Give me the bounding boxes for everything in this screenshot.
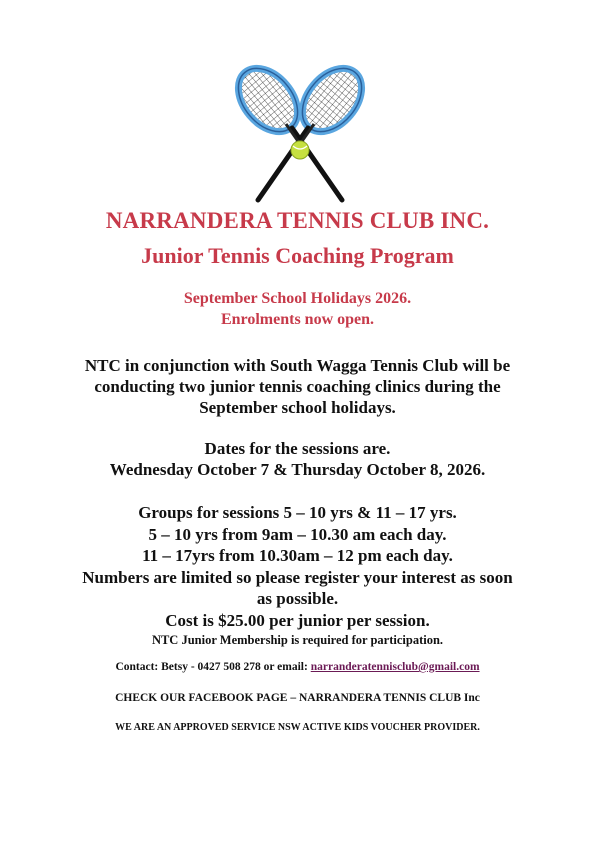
club-name-heading: NARRANDERA TENNIS CLUB INC. [105, 208, 490, 233]
intro-line-2: conducting two junior tennis coaching clinics during the [94, 377, 501, 396]
contact-prefix: Contact: Betsy - 0427 508 278 or email: [115, 661, 311, 673]
program-title: Junior Tennis Coaching Program [141, 243, 454, 268]
voucher-line: WE ARE AN APPROVED SERVICE NSW ACTIVE KIDS VOUCHER PROVIDER. [115, 722, 480, 733]
limited-line-1: Numbers are limited so please register your interest as soon [82, 568, 513, 587]
limited-line-2: as possible. [256, 589, 339, 608]
intro-line-3: September school holidays. [199, 398, 396, 417]
groups-line-3: 11 – 17yrs from 10.30am – 12 pm each day. [142, 546, 453, 565]
contact-email-link[interactable]: narranderatennisclub@gmail.com [310, 661, 480, 673]
dates-heading: Dates for the sessions are. [204, 439, 391, 458]
holiday-line: September School Holidays 2026. [183, 290, 412, 307]
groups-line-1: Groups for sessions 5 – 10 yrs & 11 – 17 yrs. [138, 503, 457, 522]
cost-line: Cost is $25.00 per junior per session. [165, 611, 430, 630]
intro-line-1: NTC in conjunction with South Wagga Tennis Club will be [84, 356, 511, 375]
enrolment-line: Enrolments now open. [220, 311, 375, 328]
facebook-line: CHECK OUR FACEBOOK PAGE – NARRANDERA TENNIS CLUB Inc [115, 692, 480, 704]
groups-line-2: 5 – 10 yrs from 9am – 10.30 am each day. [148, 525, 447, 544]
contact-line [0, 661, 595, 673]
session-dates: Wednesday October 7 & Thursday October 8, 2026. [109, 460, 486, 479]
membership-note: NTC Junior Membership is required for participation. [151, 633, 444, 647]
crossed-rackets-logo-icon [220, 58, 380, 208]
